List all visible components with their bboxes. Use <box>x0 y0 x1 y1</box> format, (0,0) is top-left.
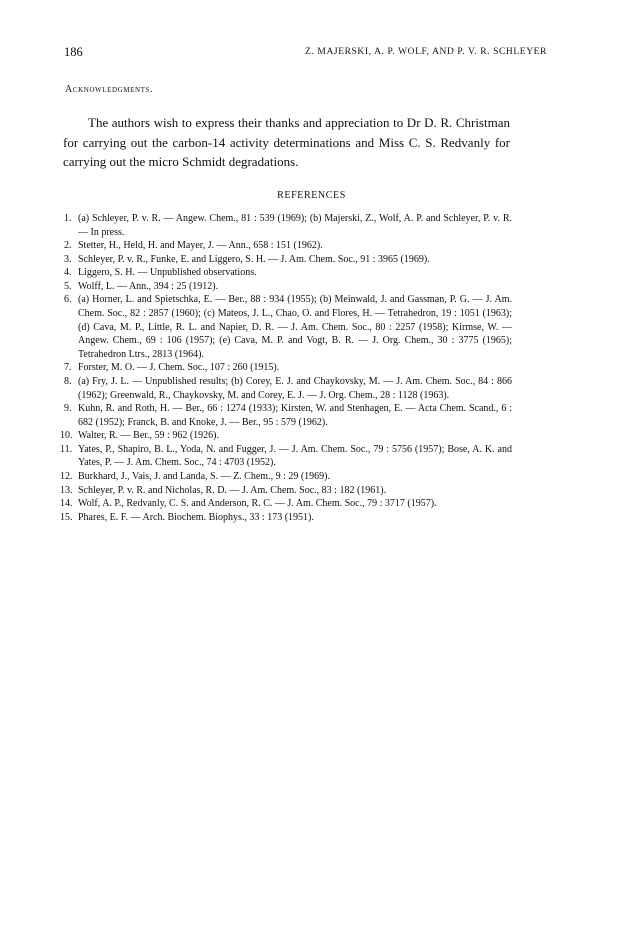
reference-item <box>64 212 512 239</box>
reference-item <box>60 497 512 511</box>
running-head: Z. MAJERSKI, A. P. WOLF, AND P. V. R. SCHLEYER <box>305 47 547 57</box>
acknowledgments-paragraph <box>63 113 510 172</box>
reference-number: 6. <box>64 294 72 306</box>
reference-text: Stetter, H., Held, H. and Mayer, J. — Ann., 658 : 151 (1962). <box>78 240 323 252</box>
reference-item <box>64 293 512 361</box>
reference-item <box>60 443 512 470</box>
reference-text: Wolff, L. — Ann., 394 : 25 (1912). <box>78 280 219 292</box>
reference-text: Walter, R. — Ber., 59 : 962 (1926). <box>78 430 219 442</box>
reference-item <box>60 511 512 525</box>
reference-number: 7. <box>64 362 72 374</box>
reference-text: (a) Horner, L. and Spietschka, E. — Ber., 88 : 934 (1955); (b) Meinwald, J. and Gassman, P. G. — J. Am. Chem. Soc., 82 : 2857 (1960); (c) Mateos, J. L., Chao, O. and Flores, H. — Tetrahedron, 19 : 1051 (1963); (d) Cava, M. P., Little, R. L. and Napier, D. R. — J. Am. Chem. Soc., 80 : 2257 (1958); Kirmse, W. — Angew. Chem., 69 : 106 (1957); (e) Cava, M. P. and Vogt, B. R. — J. Org. Chem., 30 : 3775 (1965); Tetrahedron Ltrs., 2813 (1964). <box>78 294 512 360</box>
reference-item <box>64 253 512 267</box>
reference-list <box>60 212 512 524</box>
reference-text: Schleyer, P. v. R., Funke, E. and Liggero, S. H. — J. Am. Chem. Soc., 91 : 3965 (1969). <box>78 253 430 265</box>
reference-item <box>60 470 512 484</box>
reference-text: Schleyer, P. v. R. and Nicholas, R. D. — J. Am. Chem. Soc., 83 : 182 (1961). <box>78 484 387 496</box>
reference-number: 11. <box>60 443 73 455</box>
reference-number: 1. <box>64 213 72 224</box>
reference-item <box>64 402 512 429</box>
reference-item <box>64 280 512 294</box>
reference-item <box>60 484 512 498</box>
reference-number: 2. <box>64 240 72 252</box>
reference-text: (a) Fry, J. L. — Unpublished results; (b) Corey, E. J. and Chaykovsky, M. — J. Am. Chem. Soc., 84 : 866 (1962); Greenwald, R., Chaykovsky, M. and Corey, E. J. — J. Org. Chem., 28 : 1128 (1963). <box>78 375 512 401</box>
reference-number: 14. <box>60 498 73 510</box>
reference-text: Yates, P., Shapiro, B. L., Yoda, N. and Fugger, J. — J. Am. Chem. Soc., 79 : 5756 (1957); Bose, A. K. and Yates, P. — J. Am. Chem. Soc., 74 : 4703 (1952). <box>78 443 512 469</box>
acknowledgments-text: The authors wish to express their thanks and appreciation to Dr D. R. Christman for carrying out the carbon-14 activity determinations and Miss C. S. Redvanly for carrying out the micro Schmidt degradations. <box>63 115 510 170</box>
reference-number: 13. <box>60 484 73 496</box>
reference-text: (a) Schleyer, P. v. R. — Angew. Chem., 81 : 539 (1969); (b) Majerski, Z., Wolf, A. P. and Schleyer, P. v. R. — In press. <box>78 213 512 238</box>
reference-number: 9. <box>64 403 72 415</box>
page-number: 186 <box>64 45 83 59</box>
reference-text: Kuhn, R. and Roth, H. — Ber., 66 : 1274 (1933); Kirsten, W. and Stenhagen, E. — Acta Chem. Scand., 6 : 682 (1952); Franck, B. and Knoke, J. — Ber., 95 : 579 (1962). <box>78 403 512 428</box>
reference-text: Wolf, A. P., Redvanly, C. S. and Anderson, R. C. — J. Am. Chem. Soc., 79 : 3717 (1957). <box>78 498 437 510</box>
reference-text: Phares, E. F. — Arch. Biochem. Biophys., 33 : 173 (1951). <box>78 511 314 523</box>
reference-item <box>64 266 512 280</box>
reference-number: 3. <box>64 253 72 265</box>
reference-item <box>64 375 512 402</box>
reference-item <box>64 361 512 375</box>
references-heading: REFERENCES <box>277 190 346 201</box>
reference-text: Burkhard, J., Vais, J. and Landa, S. — Z. Chem., 9 : 29 (1969). <box>78 470 331 482</box>
reference-number: 5. <box>64 280 72 292</box>
reference-number: 10. <box>60 430 73 442</box>
reference-number: 4. <box>64 267 72 279</box>
reference-number: 12. <box>60 470 73 482</box>
acknowledgments-heading: Acknowledgments. <box>65 84 154 95</box>
reference-text: Liggero, S. H. — Unpublished observations. <box>78 267 257 279</box>
reference-number: 8. <box>64 375 72 387</box>
reference-item <box>64 239 512 253</box>
reference-text: Forster, M. O. — J. Chem. Soc., 107 : 260 (1915). <box>78 362 280 374</box>
reference-item <box>60 429 512 443</box>
reference-number: 15. <box>60 511 73 523</box>
